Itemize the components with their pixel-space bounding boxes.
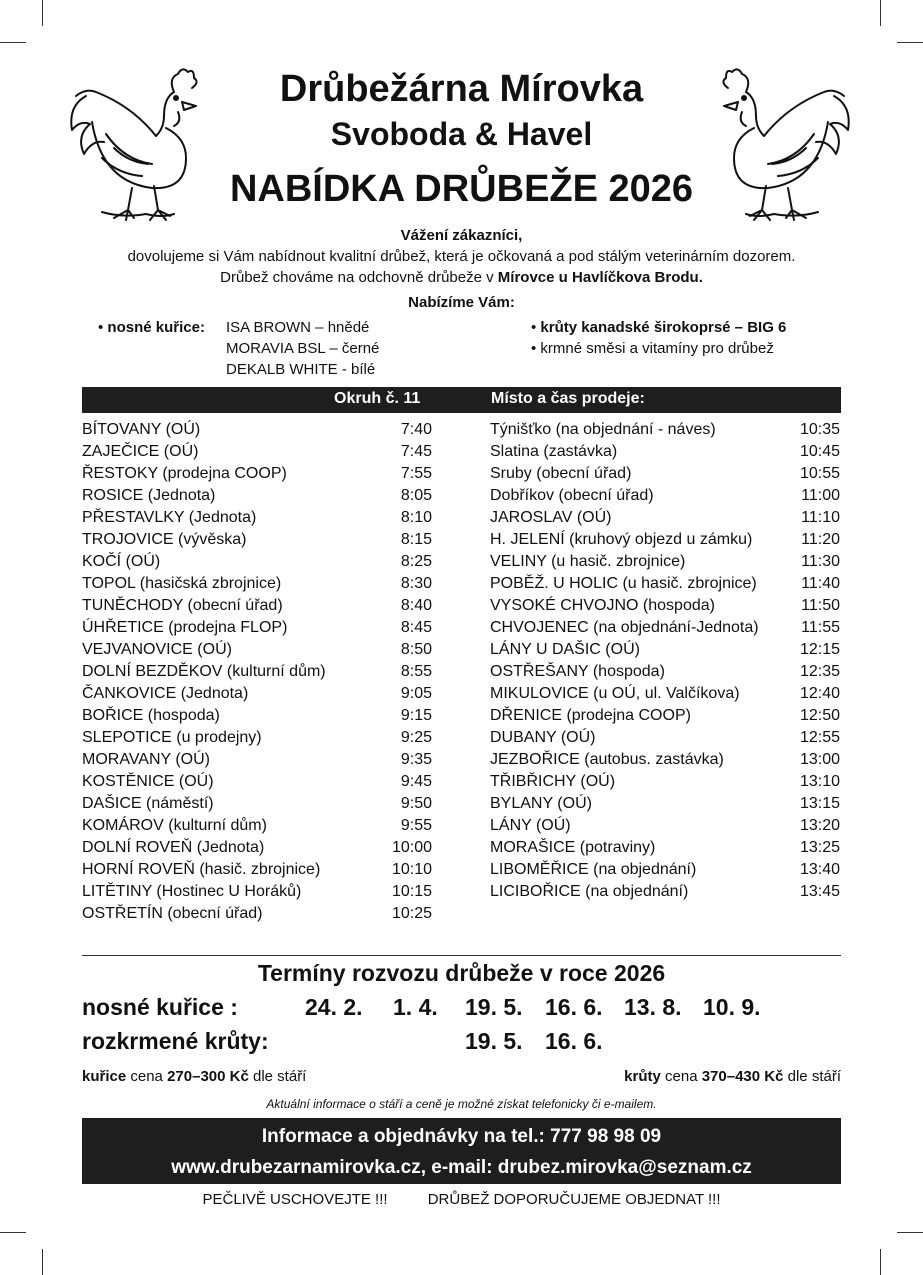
stop-time: 10:15 [391,883,432,900]
hens-date: 10. 9. [703,994,761,1020]
hens-price-word: kuřice [82,1068,127,1085]
schedule-row [490,529,840,551]
schedule-row [82,485,432,507]
contact-bar [82,1118,841,1184]
stop-place: OSTŘETÍN (obecní úřad) [82,905,263,922]
schedule-row [490,441,840,463]
schedule-row [82,639,432,661]
hen-breed: ISA BROWN – hnědé [226,319,370,336]
stop-place: Dobříkov (obecní úřad) [490,487,654,504]
turkeys-price-tail: dle stáří [783,1068,841,1085]
stop-place: TŘIBŘICHY (OÚ) [490,773,616,790]
stop-time: 9:45 [400,773,432,790]
delivery-terms-title: Termíny rozvozu drůbeže v roce 2026 [257,960,666,986]
price-note: Aktuální informace o stáří a ceně je možné získat telefonicky či e-mailem. [266,1097,657,1111]
crop-mark [897,42,923,43]
schedule-row [82,771,432,793]
stop-time: 13:15 [799,795,840,812]
stop-place: VEJVANOVICE (OÚ) [82,641,232,658]
stop-time: 9:25 [400,729,432,746]
footer [0,1191,923,1208]
turkeys-price [624,1068,841,1085]
stop-place: SLEPOTICE (u prodejny) [82,729,262,746]
schedule-row [490,463,840,485]
offer-hens-label: • nosné kuřice: [98,319,205,336]
turkeys-price-mid: cena [660,1068,702,1085]
offer-heading: Nabízíme Vám: [408,294,515,311]
stop-time: 10:55 [799,465,840,482]
stop-time: 9:35 [400,751,432,768]
stop-time: 10:45 [799,443,840,460]
stop-time: 7:55 [400,465,432,482]
offer-title: NABÍDKA DRŮBEŽE 2026 [229,168,694,210]
stop-time: 8:40 [400,597,432,614]
schedule-row [490,881,840,903]
stop-place: ROSICE (Jednota) [82,487,216,504]
greeting: Vážení zákazníci, [400,227,523,244]
schedule-row [490,661,840,683]
stop-place: KOČÍ (OÚ) [82,553,161,570]
crop-mark [42,1249,43,1275]
stop-time: 10:25 [391,905,432,922]
stop-place: DAŠICE (náměstí) [82,795,214,812]
stop-place: VELINY (u hasič. zbrojnice) [490,553,686,570]
schedule-row [490,815,840,837]
owners-title: Svoboda & Havel [330,116,593,152]
stop-time: 11:20 [801,531,840,548]
stop-time: 13:25 [799,839,840,856]
stop-time: 13:00 [799,751,840,768]
intro-line-1: dovolujeme si Vám nabídnout kvalitní drůbež, která je očkovaná a pod stálým veterinárním dozorem. [127,248,796,265]
hen-breed: DEKALB WHITE - bílé [226,361,376,378]
schedule-row [82,507,432,529]
stop-time: 12:35 [799,663,840,680]
stop-time: 13:20 [799,817,840,834]
circuit-label: Okruh č. 11 [334,390,421,407]
stop-time: 8:10 [400,509,432,526]
schedule-row [82,793,432,815]
stop-place: ŘESTOKY (prodejna COOP) [82,465,287,482]
crop-mark [880,0,881,26]
schedule-row [82,595,432,617]
schedule-row [490,727,840,749]
contact-web-email[interactable]: www.drubezarnamirovka.cz, e-mail: drubez.mirovka@seznam.cz [171,1157,752,1178]
schedule-row [82,529,432,551]
footer-order-note: DRŮBEŽ DOPORUČUJEME OBJEDNAT !!! [427,1191,721,1208]
stop-time: 11:10 [801,509,840,526]
divider [82,955,841,956]
stop-place: KOMÁROV (kulturní dům) [82,817,267,834]
crop-mark [0,42,26,43]
stop-time: 11:30 [801,553,840,570]
stop-time: 7:45 [400,443,432,460]
stop-place: MORAŠICE (potraviny) [490,839,656,856]
stop-time: 10:10 [391,861,432,878]
stop-place: JAROSLAV (OÚ) [490,509,612,526]
stop-time: 11:55 [801,619,840,636]
schedule-header-label: Místo a čas prodeje: [491,390,645,407]
hens-date: 13. 8. [624,994,682,1020]
stop-time: 9:50 [400,795,432,812]
stop-time: 13:10 [799,773,840,790]
schedule-row [82,573,432,595]
stop-time: 8:45 [400,619,432,636]
stop-place: CHVOJENEC (na objednání-Jednota) [490,619,759,636]
schedule-row [82,727,432,749]
intro-line-2-place: Mírovce u Havlíčkova Brodu. [497,269,703,286]
stop-place: H. JELENÍ (kruhový objezd u zámku) [490,531,753,548]
schedule-row [490,551,840,573]
offer-feed: • krmné směsi a vitamíny pro drůbež [531,340,774,357]
stop-time: 8:30 [400,575,432,592]
stop-time: 12:55 [799,729,840,746]
stop-place: ČANKOVICE (Jednota) [82,685,249,702]
schedule-row [82,837,432,859]
stop-place: BOŘICE (hospoda) [82,707,220,724]
stop-time: 13:40 [799,861,840,878]
turkeys-offer: krůty kanadské širokoprsé – BIG 6 [540,319,787,336]
schedule-row [82,749,432,771]
stop-place: MIKULOVICE (u OÚ, ul. Valčíkova) [490,685,740,702]
stop-time: 11:40 [801,575,840,592]
crop-mark [0,1232,26,1233]
stop-place: POBĚŽ. U HOLIC (u hasič. zbrojnice) [490,575,757,592]
stop-place: LÁNY (OÚ) [490,817,571,834]
stop-place: TROJOVICE (vývěska) [82,531,247,548]
contact-phone[interactable]: Informace a objednávky na tel.: 777 98 98 09 [261,1126,662,1147]
stop-place: Sruby (obecní úřad) [490,465,632,482]
schedule-row [82,815,432,837]
turkeys-date: 19. 5. [465,1028,523,1054]
schedule-row [82,683,432,705]
intro-text [0,225,923,288]
intro-line-2 [0,267,923,288]
offer-turkeys: • krůty kanadské širokoprsé – BIG 6 [531,319,787,336]
stop-place: BÍTOVANY (OÚ) [82,421,201,438]
stop-time: 10:00 [391,839,432,856]
schedule-row [490,683,840,705]
stop-place: TUNĚCHODY (obecní úřad) [82,597,283,614]
schedule-row [490,837,840,859]
schedule-row [82,661,432,683]
stop-place: DUBANY (OÚ) [490,729,596,746]
stop-time: 10:35 [799,421,840,438]
turkeys-price-value: 370–430 Kč [701,1068,784,1085]
stop-place: LICIBOŘICE (na objednání) [490,883,689,900]
hens-price-mid: cena [126,1068,168,1085]
schedule-left-column [82,419,432,925]
stop-place: LIBOMĚŘICE (na objednání) [490,861,697,878]
intro-line-2-prefix: Drůbež chováme na odchovně drůbeže v [220,269,498,286]
stop-place: LITĚTINY (Hostinec U Horáků) [82,883,302,900]
schedule-row [490,507,840,529]
hens-price-tail: dle stáří [248,1068,307,1085]
schedule-row [490,749,840,771]
stop-time: 7:40 [400,421,432,438]
stop-place: DOLNÍ ROVEŇ (Jednota) [82,839,265,856]
stop-place: TOPOL (hasičská zbrojnice) [82,575,282,592]
stop-place: ÚHŘETICE (prodejna FLOP) [82,619,288,636]
schedule-row [82,705,432,727]
stop-time: 9:55 [400,817,432,834]
schedule-row [82,441,432,463]
schedule-row [490,419,840,441]
schedule-right-column [490,419,840,903]
schedule-row [490,705,840,727]
stop-place: MORAVANY (OÚ) [82,751,211,768]
stop-time: 8:15 [400,531,432,548]
crop-mark [897,1232,923,1233]
stop-place: LÁNY U DAŠIC (OÚ) [490,641,640,658]
stop-place: DŘENICE (prodejna COOP) [490,707,691,724]
schedule-row [490,639,840,661]
schedule-row [82,859,432,881]
schedule-row [490,617,840,639]
schedule-row [490,485,840,507]
turkeys-price-word: krůty [624,1068,661,1085]
turkeys-dates-label: rozkrmené krůty: [82,1028,269,1054]
stop-time: 8:55 [400,663,432,680]
stop-place: VYSOKÉ CHVOJNO (hospoda) [490,597,715,614]
hens-label: nosné kuřice: [107,319,205,336]
schedule-row [82,903,432,925]
stop-time: 13:45 [799,883,840,900]
schedule-row [82,551,432,573]
schedule-row [490,573,840,595]
stop-place: Týnišťko (na objednání - náves) [490,421,716,438]
hens-price-value: 270–300 Kč [167,1068,249,1085]
schedule-row [82,463,432,485]
stop-time: 9:05 [400,685,432,702]
footer-keep-note: PEČLIVĚ USCHOVEJTE !!! [202,1191,388,1208]
hens-price [82,1068,306,1085]
hens-date: 1. 4. [393,994,438,1020]
crop-mark [880,1249,881,1275]
hen-breed: MORAVIA BSL – černé [226,340,380,357]
stop-place: ZAJEČICE (OÚ) [82,443,199,460]
stop-place: BYLANY (OÚ) [490,795,592,812]
crop-mark [42,0,43,26]
stop-place: Slatina (zastávka) [490,443,618,460]
schedule-row [82,617,432,639]
hens-date: 19. 5. [465,994,523,1020]
stop-time: 11:50 [801,597,840,614]
turkeys-date: 16. 6. [545,1028,603,1054]
stop-time: 12:50 [799,707,840,724]
stop-time: 8:50 [400,641,432,658]
stop-place: PŘESTAVLKY (Jednota) [82,509,257,526]
stop-time: 12:40 [799,685,840,702]
schedule-table-header [82,387,841,413]
schedule-row [490,793,840,815]
stop-place: OSTŘEŠANY (hospoda) [490,663,665,680]
offer-hens-list [226,317,379,380]
schedule-row [82,881,432,903]
stop-place: JEZBOŘICE (autobus. zastávka) [490,751,724,768]
feed-offer: krmné směsi a vitamíny pro drůbež [540,340,774,357]
stop-place: HORNÍ ROVEŇ (hasič. zbrojnice) [82,861,321,878]
schedule-row [490,771,840,793]
schedule-row [82,419,432,441]
hens-date: 16. 6. [545,994,603,1020]
stop-time: 12:15 [799,641,840,658]
company-title: Drůbežárna Mírovka [279,68,644,110]
stop-place: DOLNÍ BEZDĚKOV (kulturní dům) [82,663,326,680]
stop-time: 8:05 [400,487,432,504]
offer-other [531,317,786,359]
stop-time: 8:25 [400,553,432,570]
stop-place: KOSTĚNICE (OÚ) [82,773,214,790]
stop-time: 11:00 [801,487,840,504]
hens-dates-label: nosné kuřice : [82,994,238,1020]
hens-date: 24. 2. [305,994,363,1020]
schedule-row [490,595,840,617]
schedule-row [490,859,840,881]
stop-time: 9:15 [400,707,432,724]
